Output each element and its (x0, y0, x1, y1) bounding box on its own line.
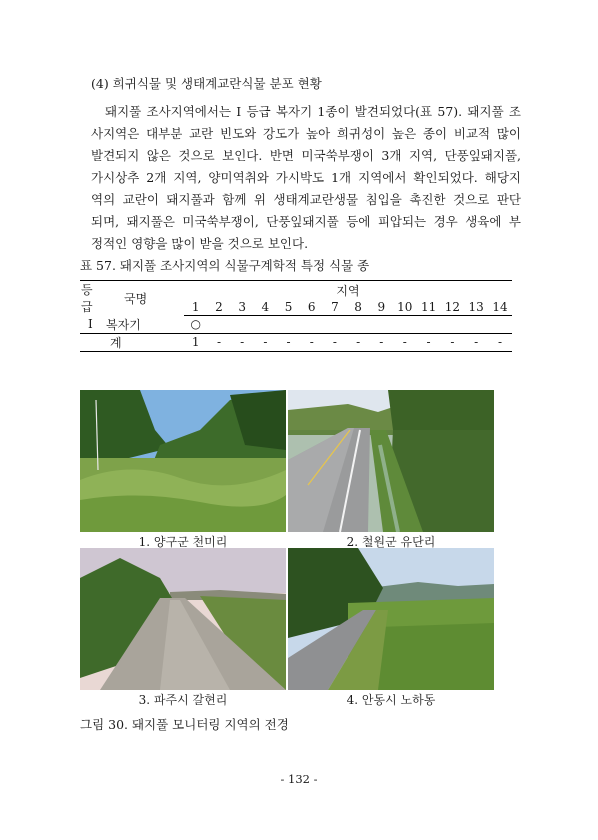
paragraph-line: 되며, 돼지풀은 미국쑥부쟁이, 단풍잎돼지풀 등에 피압되는 경우 생육에 부 (91, 214, 521, 229)
table-cell (323, 316, 346, 334)
photo-cheorwon (288, 390, 494, 532)
table-cell: - (488, 333, 512, 351)
region-number: 12 (440, 299, 464, 316)
table-cell (370, 316, 393, 334)
paragraph-line: 역의 교란이 돼지풀과 함께 위 생태계교란생물 침입을 촉진한 것으로 판단 (91, 192, 521, 207)
plant-species-table (80, 280, 512, 352)
table-cell: - (254, 333, 277, 351)
region-number: 14 (488, 299, 512, 316)
region-number: 9 (370, 299, 393, 316)
table-caption: 표 57. 돼지풀 조사지역의 식물구계학적 특정 식물 종 (80, 258, 370, 273)
paragraph-line: 가시상추 2개 지역, 양미역취와 가시박도 1개 지역에서 확인되었다. 해당지 (91, 170, 521, 185)
region-number: 10 (393, 299, 417, 316)
table-cell: - (277, 333, 300, 351)
table-cell: - (393, 333, 417, 351)
region-number: 1 (184, 299, 207, 316)
table-cell: - (231, 333, 254, 351)
table-cell (347, 316, 370, 334)
row-grade (80, 333, 104, 351)
header-region: 지역 (184, 281, 512, 300)
table-cell (464, 316, 488, 334)
photo-label: 2. 철원군 유단리 (346, 535, 436, 549)
table-cell (207, 316, 230, 334)
header-name: 국명 (104, 281, 184, 316)
table-cell (393, 316, 417, 334)
table-cell: - (347, 333, 370, 351)
region-number: 7 (323, 299, 346, 316)
figure-caption: 그림 30. 돼지풀 모니터링 지역의 전경 (80, 717, 289, 732)
table-cell: - (207, 333, 230, 351)
section-heading: (4) 희귀식물 및 생태계교란식물 분포 현황 (91, 76, 322, 91)
table-cell: ○ (184, 316, 207, 334)
photo-label: 4. 안동시 노하동 (346, 693, 436, 707)
photo-yanggu (80, 390, 286, 532)
paragraph-line: 발견되지 않은 것으로 보인다. 반면 미국쑥부쟁이 3개 지역, 단풍잎돼지풀, (91, 148, 521, 163)
region-number: 6 (300, 299, 323, 316)
paragraph-line: 정적인 영향을 많이 받을 것으로 보인다. (91, 236, 309, 251)
table-row-total (80, 333, 512, 351)
paragraph-line: 돼지풀 조사지역에서는 I 등급 복자기 1종이 발견되었다(표 57). 돼지풀 조 (105, 104, 521, 119)
table-cell (440, 316, 464, 334)
photo-grid (80, 390, 494, 707)
table-cell: 1 (184, 333, 207, 351)
table-cell (277, 316, 300, 334)
region-number: 11 (417, 299, 441, 316)
table-cell: - (300, 333, 323, 351)
region-number: 8 (347, 299, 370, 316)
table-cell (488, 316, 512, 334)
table-cell (231, 316, 254, 334)
table-row (80, 316, 512, 334)
table-cell (254, 316, 277, 334)
photo-paju (80, 548, 286, 690)
photo-label: 1. 양구군 천미리 (138, 535, 228, 549)
photo-andong (288, 548, 494, 690)
region-number: 5 (277, 299, 300, 316)
table-cell: - (323, 333, 346, 351)
table-cell (300, 316, 323, 334)
region-number: 3 (231, 299, 254, 316)
region-number: 13 (464, 299, 488, 316)
row-name: 계 (104, 333, 184, 351)
paragraph-line: 사지역은 대부분 교란 빈도와 강도가 높아 희귀성이 높은 종이 비교적 많이 (91, 126, 521, 141)
body-paragraph (91, 101, 521, 255)
table-cell: - (417, 333, 441, 351)
header-grade: 등급 (80, 281, 104, 316)
table-cell: - (440, 333, 464, 351)
row-name: 복자기 (104, 316, 184, 334)
table-cell (417, 316, 441, 334)
page-number: - 132 - (280, 772, 318, 786)
photo-label: 3. 파주시 갈현리 (138, 693, 228, 707)
table-cell: - (370, 333, 393, 351)
region-number: 4 (254, 299, 277, 316)
region-number: 2 (207, 299, 230, 316)
row-grade: I (80, 316, 104, 334)
table-cell: - (464, 333, 488, 351)
